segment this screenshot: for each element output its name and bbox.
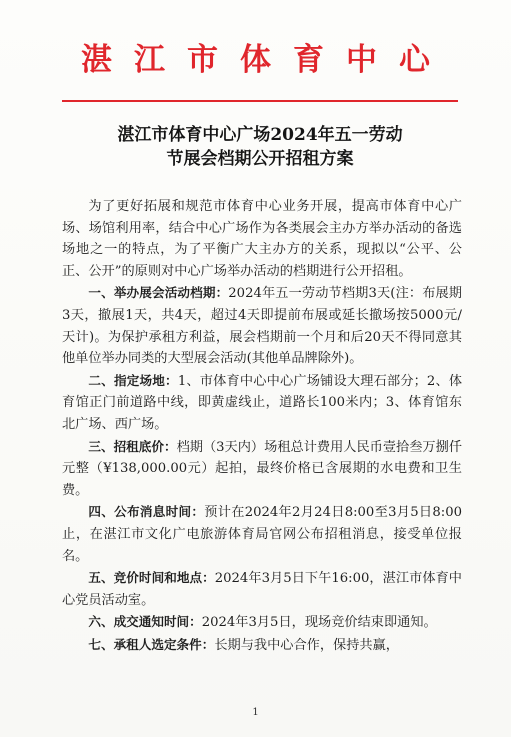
page-number: 1	[252, 707, 259, 718]
document-title	[70, 123, 450, 171]
letterhead-red-rule	[62, 100, 458, 102]
section-1-text: 2024年五一劳动节档期3天(注：布展期3天，撤展1天，共4天，超过4天即提前布展或延长撤场按5000元/天计)。为保护承租方利益，展会档期前一个月和后20天不得同意其他单位举办同类的大型展会活动(其他单品牌除外)。	[62, 286, 462, 367]
section-7-text: 长期与我中心合作，保持共赢，	[214, 637, 399, 653]
section-2-text: 1、市体育中心中心广场铺设大理石部分；2、体育馆正门前道路中线，即黄虚线止，道路长100米内；3、体育馆东北广场、西广场。	[62, 373, 463, 432]
section-7	[62, 634, 462, 657]
section-2	[62, 370, 462, 436]
document-body	[62, 196, 462, 656]
section-5-text: 2024年3月5日下午16:00，湛江市体育中心党员活动室。	[62, 571, 462, 608]
section-6-text: 2024年3月5日，现场竞价结束即通知。	[201, 615, 437, 631]
section-6	[62, 611, 462, 634]
title-line-2: 节展会档期公开招租方案	[166, 149, 354, 169]
section-3-label: 三、招租底价：	[88, 438, 177, 454]
section-1-label: 一、举办展会活动档期：	[88, 285, 229, 301]
section-7-label: 七、承租人选定条件：	[88, 636, 215, 652]
section-3-text: 档期（3天内）场租总计费用人民币壹拾叁万捌仟元整（¥138,000.00元）起拍，最终价格已含展期的水电费和卫生费。	[62, 439, 462, 498]
intro-paragraph: 为了更好拓展和规范市体育中心业务开展，提高市体育中心广场、场馆利用率，结合中心广场作为各类展会主办方举办活动的备选场地之一的特点，为了平衡广大主办方的关系，现拟以“公平、公正、公开”的原则对中心广场举办活动的档期进行公开招租。	[62, 199, 462, 279]
section-3	[62, 436, 462, 502]
section-4-label: 四、公布消息时间：	[88, 504, 205, 520]
section-1	[62, 282, 462, 369]
title-line-1: 湛江市体育中心广场2024年五一劳动	[117, 125, 403, 145]
section-2-label: 二、指定场地：	[88, 372, 178, 388]
section-4	[62, 501, 462, 567]
section-5	[62, 567, 462, 611]
section-4-text: 预计在2024年2月24日8:00至3月5日8:00止，在湛江市文化广电旅游体育局官网公布招租消息，接受单位报名。	[62, 505, 462, 564]
section-6-label: 六、成交通知时间：	[88, 614, 202, 630]
section-5-label: 五、竞价时间和地点：	[88, 570, 215, 586]
letterhead-org-name: 湛江市体育中心	[81, 42, 452, 78]
